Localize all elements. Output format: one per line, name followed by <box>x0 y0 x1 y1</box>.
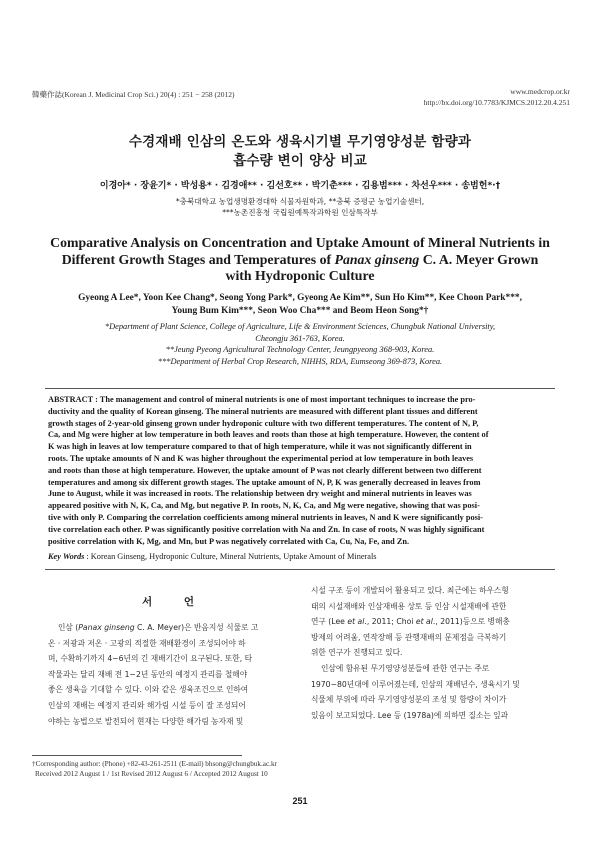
left-column-line-1: 인삼 (Panax ginseng C. A. Meyer)은 반음지성 식물로 고 <box>58 623 259 632</box>
left-column-line-6: 인삼의 재배는 예정지 관리와 해가림 시설 등이 잘 조성되어 <box>48 700 246 710</box>
right-column-line-3: 연구 (Lee et al., 2011; Choi et al., 2011)등으로 병해충 <box>311 617 510 627</box>
affiliations-korean <box>0 196 600 218</box>
abstract-line: roots. The uptake amounts of N and K was higher throughout the experimental period at low temperature in both leaves <box>48 453 474 463</box>
authors-english-line-1: Gyeong A Lee*, Yoon Kee Chang*, Seong Yong Park*, Gyeong Ae Kim**, Sun Ho Kim**, Kee Choon Park***, <box>78 293 522 303</box>
section-heading-introduction: 서 언 <box>142 596 208 608</box>
footnote <box>32 760 277 779</box>
title-korean-line-2: 흡수량 변이 양상 비교 <box>233 153 367 169</box>
left-column-line-5: 좋은 생육을 기대할 수 있다. 이와 같은 생육조건으로 인하여 <box>48 685 249 695</box>
journal-citation: 韓藥作誌(Korean J. Medicinal Crop Sci.) 20(4) : 251 − 258 (2012) <box>32 90 235 99</box>
abstract-line: growth stages of 2-year-old ginseng grown under hydroponic culture with two different temperatures. The content of N, P, <box>48 418 479 428</box>
right-column-line-5: 위한 연구가 진행되고 있다. <box>311 648 403 658</box>
title-english-line-3: with Hydroponic Culture <box>225 268 375 283</box>
abstract-line: ABSTRACT : The management and control of mineral nutrients is one of most important techniques to increase the pro- <box>48 395 476 404</box>
left-column-line-4: 작물과는 달리 재배 전 1−2년 동안의 예정지 관리를 철해야 <box>48 669 248 679</box>
abstract-line: Ca, and Mg were higher at low temperature in both leaves and roots than those at high temperature. However, the content of <box>48 430 489 440</box>
abstract <box>48 394 553 547</box>
authors-english <box>0 292 600 318</box>
affiliation-english-line-3: **Jeung Pyeong Agricultural Technology Center, Jeungpyeong 368-903, Korea. <box>165 345 435 354</box>
abstract-line: temperatures and among six different growth stages. The uptake amount of N, P, K was generally decreased in leaves from <box>48 477 481 487</box>
doi-link[interactable]: http://bx.doi.org/10.7783/KJMCS.2012.20.4.251 <box>423 98 570 107</box>
abstract-line: ductivity and the quality of Korean ginseng. The mineral nutrients are measured with different plant tissues and different <box>48 406 478 416</box>
authors-english-line-2: Young Bum Kim***, Seon Woo Cha*** and Beom Heon Song*† <box>171 306 429 316</box>
right-column-line-2: 태의 시설재배와 인삼재배용 상토 등 인삼 시설재배에 관한 <box>311 601 507 611</box>
abstract-line: appeared positive with N, K, Ca, and Mg, but negative P. In roots, N, K, Ca, and Mg were negative, showing that was posi- <box>48 501 480 511</box>
affiliation-korean-line-1: *충북대학교 농업생명환경대학 식물자원학과, **충북 증평군 농업기술센터, <box>175 197 425 206</box>
right-column-line-8: 식물체 부위에 따라 무기영양성분의 조성 및 함량이 차이가 <box>311 695 507 705</box>
affiliation-korean-line-2: ***농촌진흥청 국립원예특작과학원 인삼특작부 <box>222 208 378 217</box>
left-column-line-3: 며, 수확하기까지 4−6년의 긴 재배기간이 요구된다. 또한, 타 <box>48 654 253 664</box>
abstract-label: ABSTRACT : <box>48 395 100 404</box>
species-name: Panax ginseng <box>334 251 420 267</box>
divider-bottom <box>45 569 555 570</box>
title-english-line-1: Comparative Analysis on Concentration and Uptake Amount of Mineral Nutrients in <box>50 235 550 250</box>
right-column-line-6: 인삼에 함유된 무기영양성분들에 관한 연구는 주로 <box>321 663 490 673</box>
divider-top <box>45 388 555 389</box>
title-english <box>0 235 600 285</box>
right-column-line-7: 1970−80년대에 이루어졌는데, 인삼의 재배년수, 생육시기 및 <box>311 679 520 689</box>
left-column-body <box>48 620 292 729</box>
abstract-line: positive correlation with K, Mg, and Mn, but P was negatively correlated with Ca, Cu, Na, Fe, and Zn. <box>48 536 410 546</box>
abstract-line: and roots than those at high temperature. However, the uptake amount of P was not clearly different between two different <box>48 465 482 475</box>
abstract-line: tive correlation each other. P was significantly positive correlation with Na and Zn. In case of roots, N was highly significant <box>48 524 485 534</box>
keywords <box>48 551 553 562</box>
abstract-line: June to August, while it was increased in roots. The relationship between dry weight and mineral nutrients in leaves was <box>48 489 472 499</box>
affiliations-english <box>0 321 600 367</box>
title-english-line-2: Different Growth Stages and Temperatures of Panax ginseng C. A. Meyer Grown <box>61 251 539 267</box>
affiliation-english-line-1: *Department of Plant Science, College of Agriculture, Life & Environment Sciences, Chungbuk National University, <box>104 322 496 331</box>
journal-website[interactable]: www.medcrop.or.kr <box>510 87 570 96</box>
abstract-line: tive with only P. Comparing the correlation coefficients among mineral nutrients in leaves, N and K were significantly posi- <box>48 512 483 522</box>
abstract-line: K was high in leaves at low temperature compared to that of high temperature, while it was not significantly different in <box>48 442 472 452</box>
authors-korean: 이경아* · 장윤기* · 박성용* · 김경애** · 김선호** · 박기춘*** · 김용범*** · 차선우*** · 송범헌*·† <box>99 181 501 191</box>
left-column-line-2: 온 · 저광과 저온 · 고광의 적절한 재배환경이 조성되어야 하 <box>48 638 246 648</box>
footnote-divider <box>32 755 242 756</box>
right-column-line-9: 있음이 보고되었다. Lee 등 (1978a)에 의하면 질소는 잎과 <box>311 710 509 720</box>
keywords-text: : Korean Ginseng, Hydroponic Culture, Mineral Nutrients, Uptake Amount of Minerals <box>84 552 377 561</box>
corresponding-author: †Corresponding author: (Phone) +82-43-261-2511 (E-mail) bhsong@chungbuk.ac.kr <box>32 760 277 768</box>
right-column-body <box>311 583 555 723</box>
right-column-line-1: 시설 구조 등이 개발되어 활용되고 있다. 최근에는 하우스형 <box>311 586 509 595</box>
received-dates: Received 2012 August 1 / 1st Revised 2012 August 6 / Accepted 2012 August 10 <box>35 769 268 778</box>
keywords-label: Key Words <box>48 552 85 561</box>
title-korean <box>0 133 600 171</box>
title-korean-line-1: 수경재배 인삼의 온도와 생육시기별 무기영양성분 함량과 <box>128 134 472 150</box>
left-column-line-7: 야하는 농법으로 발전되어 현재는 다양한 해가림 농자재 및 <box>48 716 244 726</box>
abstract-body <box>48 394 553 547</box>
right-column-line-4: 방제의 어려움, 연작장해 등 관행재배의 문제점을 극복하기 <box>311 632 507 642</box>
page-number: 251 <box>292 796 308 806</box>
affiliation-english-line-4: ***Department of Herbal Crop Research, NIHHS, RDA, Eumseong 369-873, Korea. <box>157 356 443 366</box>
affiliation-english-line-2: Cheongju 361-763, Korea. <box>255 333 345 343</box>
